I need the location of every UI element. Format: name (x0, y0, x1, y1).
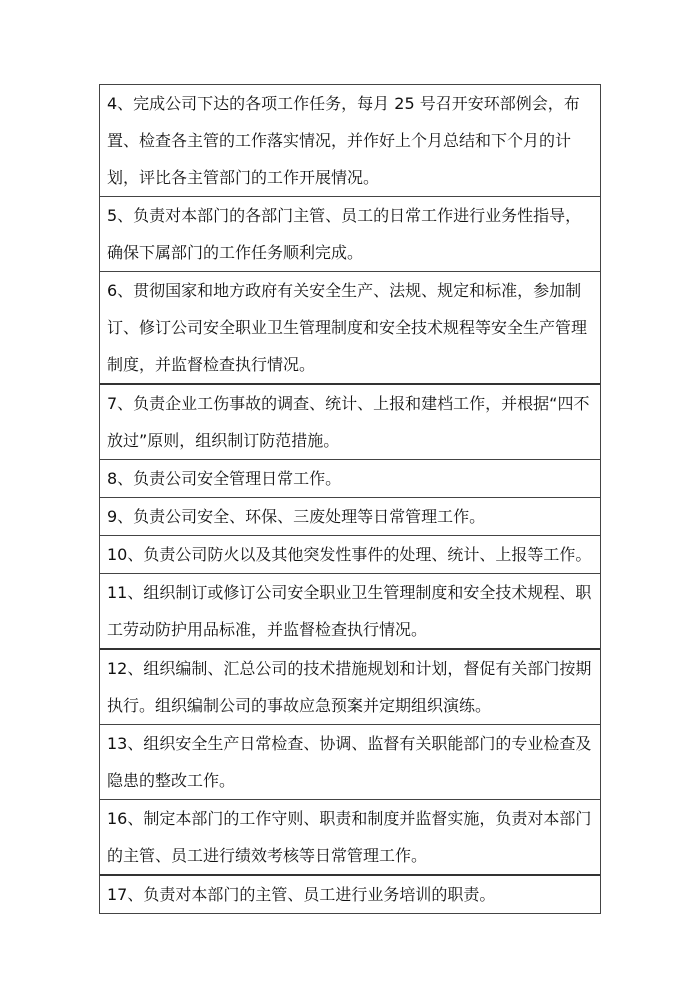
duty-item-5: 5、负责对本部门的各部门主管、员工的日常工作进行业务性指导，确保下属部门的工作任务顺利完成。 (100, 196, 600, 271)
duty-item-7: 7、负责企业工伤事故的调查、统计、上报和建档工作，并根据“四不放过”原则，组织制订防范措施。 (100, 383, 600, 459)
duty-item-9: 9、负责公司安全、环保、三废处理等日常管理工作。 (100, 497, 600, 535)
duty-item-11: 11、组织制订或修订公司安全职业卫生管理制度和安全技术规程、职工劳动防护用品标准，并监督检查执行情况。 (100, 573, 600, 648)
duty-item-12: 12、组织编制、汇总公司的技术措施规划和计划，督促有关部门按期执行。组织编制公司的事故应急预案并定期组织演练。 (100, 648, 600, 724)
duty-item-8: 8、负责公司安全管理日常工作。 (100, 459, 600, 497)
duties-table (99, 84, 601, 914)
duty-item-6: 6、贯彻国家和地方政府有关安全生产、法规、规定和标准，参加制订、修订公司安全职业卫生管理制度和安全技术规程等安全生产管理制度，并监督检查执行情况。 (100, 271, 600, 383)
duty-item-17: 17、负责对本部门的主管、员工进行业务培训的职责。 (100, 874, 600, 913)
duty-item-16: 16、制定本部门的工作守则、职责和制度并监督实施，负责对本部门的主管、员工进行绩效考核等日常管理工作。 (100, 799, 600, 874)
duty-item-10: 10、负责公司防火以及其他突发性事件的处理、统计、上报等工作。 (100, 535, 600, 573)
duty-item-13: 13、组织安全生产日常检查、协调、监督有关职能部门的专业检查及隐患的整改工作。 (100, 724, 600, 799)
duty-item-4: 4、完成公司下达的各项工作任务，每月 25 号召开安环部例会，布置、检查各主管的工作落实情况，并作好上个月总结和下个月的计划，评比各主管部门的工作开展情况。 (107, 94, 580, 187)
